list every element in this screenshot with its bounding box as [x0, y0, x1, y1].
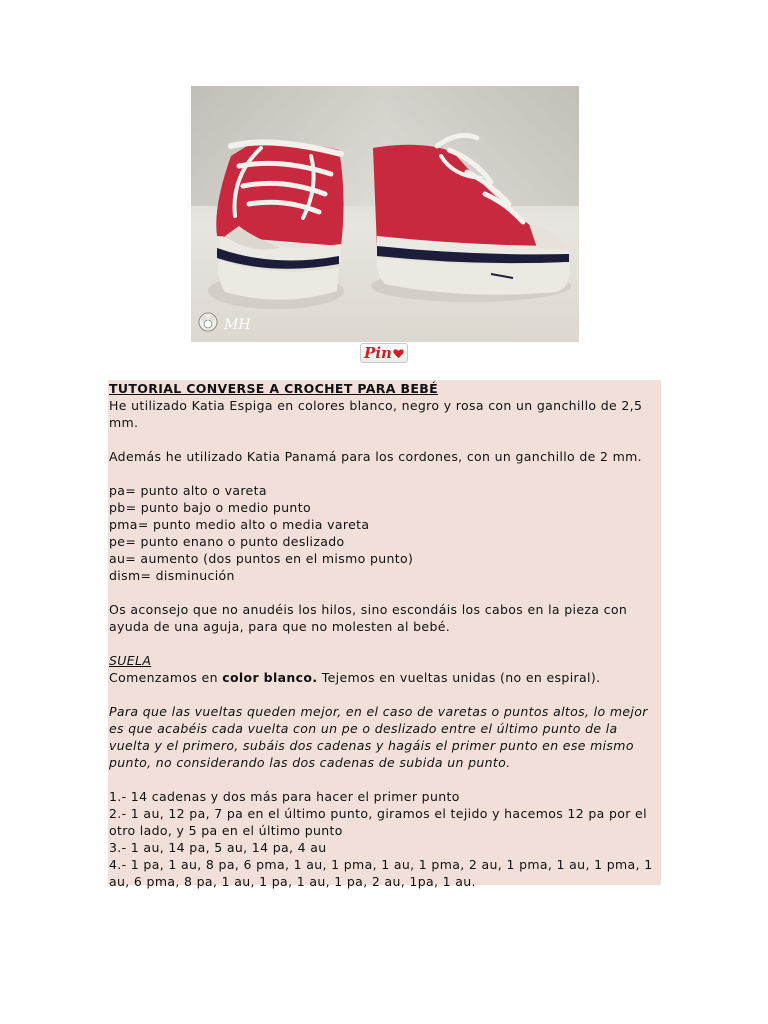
pin-it-button[interactable]	[360, 343, 408, 363]
left-shoe	[208, 142, 344, 309]
step-2: 2.- 1 au, 12 pa, 7 pa en el último punto, giramos el tejido y hacemos 12 pa por el otro lado, y 5 pa en el último punto	[109, 806, 647, 838]
crochet-sneakers-illustration	[191, 86, 579, 342]
sole-intro	[109, 669, 660, 686]
materials-paragraph: He utilizado Katia Espiga en colores blanco, negro y rosa con un ganchillo de 2,5 mm.	[109, 398, 643, 430]
pin-button-label: Pin	[364, 344, 392, 362]
step-3: 3.- 1 au, 14 pa, 5 au, 14 pa, 4 au	[109, 840, 327, 855]
sole-intro-color: color blanco.	[222, 670, 318, 685]
abbreviation-dism: dism= disminución	[109, 568, 235, 583]
step-4: 4.- 1 pa, 1 au, 8 pa, 6 pma, 1 au, 1 pma, 1 au, 1 pma, 2 au, 1 pma, 1 au, 1 pma, 1 au, 6 pma, 8 pa, 1 au, 1 pa, 1 au, 1 pa, 2 au, 1pa, 1 au.	[109, 857, 653, 889]
tutorial-title: TUTORIAL CONVERSE A CROCHET PARA BEBÉ	[109, 381, 439, 396]
tutorial-text-panel	[108, 380, 661, 889]
abbreviation-au: au= aumento (dos puntos en el mismo punto)	[109, 551, 414, 566]
watermark-text: MH	[224, 317, 251, 333]
advice-paragraph: Os aconsejo que no anudéis los hilos, sino escondáis los cabos en la pieza con ayuda de una aguja, para que no molesten al bebé.	[109, 602, 628, 634]
heart-icon	[393, 348, 404, 359]
sole-intro-post: Tejemos en vueltas unidas (no en espiral).	[317, 670, 601, 685]
watermark-sheep-icon	[199, 313, 217, 331]
abbreviation-pma: pma= punto medio alto o media vareta	[109, 517, 370, 532]
step-1: 1.- 14 cadenas y dos más para hacer el primer punto	[109, 789, 460, 804]
section-heading-suela: SUELA	[109, 653, 152, 668]
abbreviation-pe: pe= punto enano o punto deslizado	[109, 534, 345, 549]
abbreviation-pa: pa= punto alto o vareta	[109, 483, 267, 498]
abbreviation-pb: pb= punto bajo o medio punto	[109, 500, 311, 515]
baby-sneakers-photo	[191, 86, 579, 342]
sole-intro-pre: Comenzamos en	[109, 670, 223, 685]
rounds-note: Para que las vueltas queden mejor, en el caso de varetas o puntos altos, lo mejor es que acabéis cada vuelta con un pe o deslizado entre el último punto de la vuelta y el primero, subáis dos cadenas y hagáis el primer punto en ese mismo punto, no considerando las dos cadenas de subida un punto.	[109, 704, 648, 770]
laces-paragraph: Además he utilizado Katia Panamá para los cordones, con un ganchillo de 2 mm.	[109, 449, 643, 464]
